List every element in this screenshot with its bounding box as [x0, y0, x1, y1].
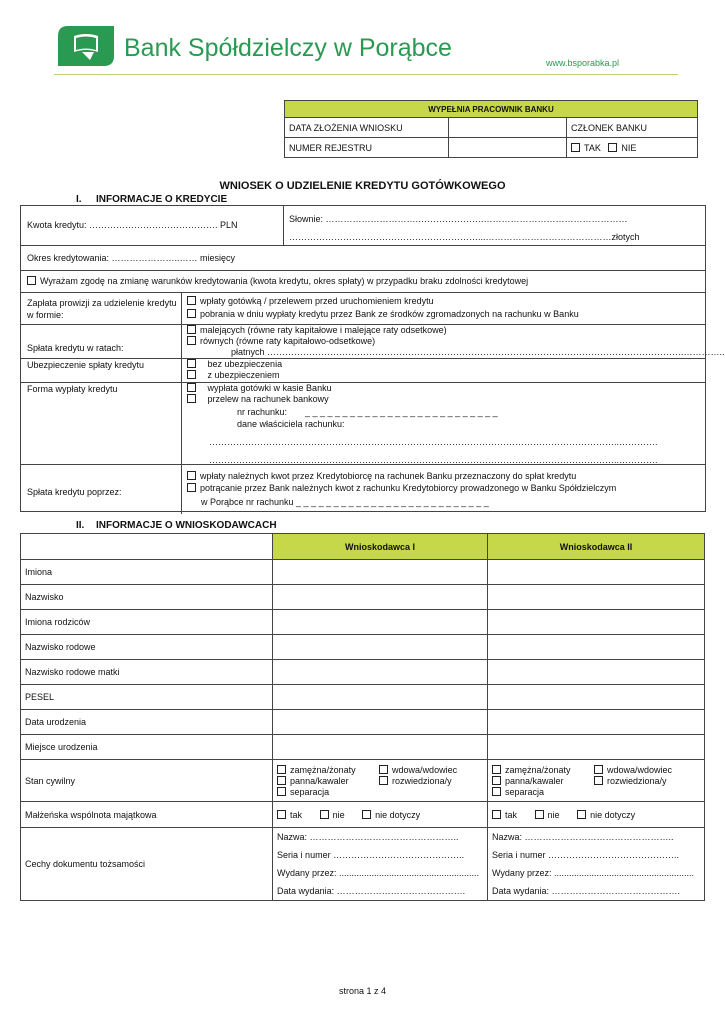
- row-label: Małżeńska wspólnota majątkowa: [21, 802, 273, 828]
- a2-single-checkbox[interactable]: [492, 776, 501, 785]
- table-row: [21, 710, 705, 735]
- inst-opt2-checkbox[interactable]: [187, 336, 196, 345]
- amount-row: [21, 206, 705, 245]
- bank-logo-icon: [54, 22, 118, 70]
- a1-id-issuer-field[interactable]: Wydany przez: ........................................................: [277, 868, 480, 878]
- a1-joint-na-checkbox[interactable]: [362, 810, 371, 819]
- a2-joint-yes-label: tak: [505, 809, 518, 820]
- table-row: [21, 685, 705, 710]
- member-no-checkbox[interactable]: [608, 143, 617, 152]
- ins-opt1-checkbox[interactable]: [187, 359, 196, 368]
- applicant2-header: Wnioskodawca II: [488, 534, 705, 560]
- a1-separated-checkbox[interactable]: [277, 787, 286, 796]
- commission-opt1-checkbox[interactable]: [187, 296, 196, 305]
- divider: [283, 206, 284, 245]
- header-divider: [54, 74, 678, 75]
- bank-employee-box: [284, 100, 698, 158]
- insurance-row: [21, 358, 705, 382]
- a1-married-label: zamężna/żonaty: [290, 764, 356, 775]
- section2-number: II.: [76, 520, 85, 531]
- table-row: [21, 760, 705, 802]
- applicant1-surname[interactable]: [273, 585, 488, 610]
- a1-separated-label: separacja: [290, 786, 330, 797]
- a2-joint-yes-checkbox[interactable]: [492, 810, 501, 819]
- insurance-label: Ubezpieczenie spłaty kredytu: [27, 360, 145, 370]
- account-number-field[interactable]: _ _ _ _ _ _ _ _ _ _ _ _ _ _ _ _ _ _ _ _ _ _ _ _ _ _: [305, 407, 498, 417]
- section1-number: I.: [76, 194, 82, 205]
- a1-joint-na-label: nie dotyczy: [375, 809, 421, 820]
- a1-single-checkbox[interactable]: [277, 776, 286, 785]
- applicant2-civil-status: [488, 760, 705, 802]
- ins-opt1-label: bez ubezpieczenia: [207, 359, 283, 369]
- ins-opt2-label: z ubezpieczeniem: [207, 370, 280, 380]
- a1-id-series-field[interactable]: Seria i numer ……………………………………..: [277, 850, 465, 860]
- section2-title: INFORMACJE O WNIOSKODAWCACH: [96, 520, 277, 531]
- inst-opt1-label: malejących (równe raty kapitałowe i malejące raty odsetkowe): [200, 325, 447, 335]
- a1-widowed-label: wdowa/wdowiec: [392, 764, 458, 775]
- row-label: Nazwisko: [21, 585, 273, 610]
- applicant2-first-names[interactable]: [488, 560, 705, 585]
- table-row: [21, 828, 705, 901]
- repayment-row: [21, 464, 705, 513]
- applicant1-header: Wnioskodawca I: [273, 534, 488, 560]
- form-title: WNIOSEK O UDZIELENIE KREDYTU GOTÓWKOWEGO: [219, 180, 506, 192]
- applicant2-family-name[interactable]: [488, 635, 705, 660]
- applicant1-first-names[interactable]: [273, 560, 488, 585]
- repay-account-field[interactable]: w Porąbce nr rachunku _ _ _ _ _ _ _ _ _ _ _ _ _ _ _ _ _ _ _ _ _ _ _ _ _ _: [201, 497, 489, 507]
- employee-box-title: WYPEŁNIA PRACOWNIK BANKU: [285, 101, 698, 118]
- row-label: Nazwisko rodowe: [21, 635, 273, 660]
- section2-heading: [76, 520, 277, 531]
- table-row: [21, 635, 705, 660]
- applicant1-mother-name[interactable]: [273, 660, 488, 685]
- applicant1-birth-place[interactable]: [273, 735, 488, 760]
- member-no-label: NIE: [621, 142, 637, 153]
- ins-opt2-checkbox[interactable]: [187, 370, 196, 379]
- row-label: Imiona: [21, 560, 273, 585]
- applicant2-pesel[interactable]: [488, 685, 705, 710]
- row-label: PESEL: [21, 685, 273, 710]
- table-row: [21, 735, 705, 760]
- a2-separated-label: separacja: [505, 786, 545, 797]
- consent-checkbox[interactable]: [27, 276, 36, 285]
- commission-opt1-label: wpłaty gotówką / przelewem przed uruchomieniem kredytu: [200, 296, 434, 306]
- a2-divorced-checkbox[interactable]: [594, 776, 603, 785]
- period-row: [21, 245, 705, 270]
- row-label: Imiona rodziców: [21, 610, 273, 635]
- bank-name: Bank Spółdzielczy w Porąbce: [124, 34, 452, 62]
- date-label: DATA ZŁOŻENIA WNIOSKU: [285, 118, 449, 138]
- consent-label: Wyrażam zgodę na zmianę warunków kredytowania (kwota kredytu, okres spłaty) w przypadku braku zdolności kredytowej: [40, 276, 529, 286]
- a2-joint-na-label: nie dotyczy: [590, 809, 636, 820]
- pay-opt1-checkbox[interactable]: [187, 383, 196, 392]
- a2-widowed-checkbox[interactable]: [594, 765, 603, 774]
- account-owner-line1[interactable]: ………………………………………………………………………………………………………………………..………….: [209, 437, 658, 447]
- a1-id-date-field[interactable]: Data wydania: …………………………………….: [277, 886, 466, 896]
- applicant2-mother-name[interactable]: [488, 660, 705, 685]
- applicant2-surname[interactable]: [488, 585, 705, 610]
- bank-url[interactable]: www.bsporabka.pl: [546, 58, 620, 68]
- applicant2-id-document: [488, 828, 705, 901]
- commission-opt2-checkbox[interactable]: [187, 309, 196, 318]
- period-field[interactable]: Okres kredytowania: …………………..…… miesięcy: [27, 253, 236, 263]
- a2-divorced-label: rozwiedziona/y: [607, 775, 667, 786]
- a2-id-issuer-field[interactable]: Wydany przez: ........................................................: [492, 868, 694, 878]
- member-options: [567, 138, 698, 158]
- table-row: [21, 660, 705, 685]
- a2-widowed-label: wdowa/wdowiec: [607, 764, 673, 775]
- account-number-label: nr rachunku:: [237, 407, 288, 417]
- repay-opt2-checkbox[interactable]: [187, 483, 196, 492]
- a1-divorced-checkbox[interactable]: [379, 776, 388, 785]
- a2-joint-na-checkbox[interactable]: [577, 810, 586, 819]
- page-number: strona 1 z 4: [338, 986, 387, 996]
- table-row: [21, 585, 705, 610]
- installments-label: Spłata kredytu w ratach:: [27, 343, 124, 353]
- a2-joint-no-label: nie: [547, 809, 560, 820]
- applicant1-id-document: [273, 828, 488, 901]
- commission-row: [21, 292, 705, 324]
- row-label: Nazwisko rodowe matki: [21, 660, 273, 685]
- applicant1-parents[interactable]: [273, 610, 488, 635]
- row-label: Cechy dokumentu tożsamości: [21, 828, 273, 901]
- applicants-table: [20, 533, 705, 901]
- credit-info-box: [20, 205, 725, 512]
- inst-opt2-label: równych (równe raty kapitałowo-odsetkowe): [200, 336, 376, 346]
- commission-label: Zapłata prowizji za udzielenie kredytu w formie:: [27, 298, 177, 320]
- section1-heading: [76, 194, 227, 205]
- a2-married-checkbox[interactable]: [492, 765, 501, 774]
- header-empty-cell: [21, 534, 273, 560]
- applicant1-joint-property: [273, 802, 488, 828]
- commission-opt2-label: pobrania w dniu wypłaty kredytu przez Bank ze środków zgromadzonych na rachunku w Banku: [200, 309, 579, 319]
- a1-joint-yes-checkbox[interactable]: [277, 810, 286, 819]
- repay-opt1-checkbox[interactable]: [187, 471, 196, 480]
- repay-label: Spłata kredytu poprzez:: [27, 487, 122, 497]
- row-label: Miejsce urodzenia: [21, 735, 273, 760]
- repay-opt2-label: potrącanie przez Bank należnych kwot z rachunku Kredytobiorcy prowadzonego w Banku Spółdzielczym: [200, 483, 617, 493]
- repay-opt1-label: wpłaty należnych kwot przez Kredytobiorcę na rachunek Banku przeznaczony do spłat kredytu: [200, 471, 577, 481]
- installments-row: [21, 324, 725, 358]
- member-label: CZŁONEK BANKU: [567, 118, 698, 138]
- applicant1-family-name[interactable]: [273, 635, 488, 660]
- divider: [181, 465, 182, 514]
- inst-paid-field[interactable]: płatnych ………………………………………………………………………………………………………………………….…………..: [231, 347, 725, 357]
- applicant2-birth-place[interactable]: [488, 735, 705, 760]
- amount-words-line[interactable]: ………………………………………………………...……………………………………złotych: [289, 232, 640, 242]
- applicant2-parents[interactable]: [488, 610, 705, 635]
- account-owner-line2[interactable]: ………………………………………………………………………………………………………………………..………….: [209, 455, 658, 465]
- row-label: Stan cywilny: [21, 760, 273, 802]
- a2-separated-checkbox[interactable]: [492, 787, 501, 796]
- pay-opt2-checkbox[interactable]: [187, 394, 196, 403]
- register-field[interactable]: [449, 138, 567, 158]
- member-yes-label: TAK: [584, 142, 601, 153]
- a1-married-checkbox[interactable]: [277, 765, 286, 774]
- member-yes-checkbox[interactable]: [571, 143, 580, 152]
- a2-joint-no-checkbox[interactable]: [535, 810, 544, 819]
- inst-opt1-checkbox[interactable]: [187, 325, 196, 334]
- a1-divorced-label: rozwiedziona/y: [392, 775, 452, 786]
- pay-opt2-label: przelew na rachunek bankowy: [207, 394, 329, 404]
- table-row: [21, 802, 705, 828]
- amount-field[interactable]: Kwota kredytu: ……………………………………. PLN: [27, 220, 238, 230]
- date-field[interactable]: [449, 118, 567, 138]
- a2-id-name-field[interactable]: Nazwa: …………………………………………..: [492, 832, 674, 842]
- a2-id-date-field[interactable]: Data wydania: …………………………………….: [492, 886, 681, 896]
- a1-single-label: panna/kawaler: [290, 775, 349, 786]
- applicant2-birth-date[interactable]: [488, 710, 705, 735]
- a1-joint-no-label: nie: [332, 809, 345, 820]
- pay-opt1-label: wypłata gotówki w kasie Banku: [207, 383, 332, 393]
- applicant2-joint-property: [488, 802, 705, 828]
- a1-id-name-field[interactable]: Nazwa: …………………………………………..: [277, 832, 459, 842]
- section1-title: INFORMACJE O KREDYCIE: [96, 194, 228, 205]
- payout-row: [21, 382, 705, 464]
- consent-row: [21, 270, 705, 292]
- a2-married-label: zamężna/żonaty: [505, 764, 571, 775]
- register-label: NUMER REJESTRU: [285, 138, 449, 158]
- applicant1-civil-status: [273, 760, 488, 802]
- table-row: [21, 560, 705, 585]
- payout-label: Forma wypłaty kredytu: [27, 384, 118, 394]
- row-label: Data urodzenia: [21, 710, 273, 735]
- applicant1-pesel[interactable]: [273, 685, 488, 710]
- table-row: [21, 610, 705, 635]
- a1-joint-yes-label: tak: [290, 809, 303, 820]
- a2-single-label: panna/kawaler: [505, 775, 564, 786]
- a1-joint-no-checkbox[interactable]: [320, 810, 329, 819]
- amount-words-field[interactable]: Słownie: ………………………….………………….…………………………………………: [289, 214, 628, 224]
- applicant1-birth-date[interactable]: [273, 710, 488, 735]
- account-owner-label: dane właściciela rachunku:: [237, 419, 345, 429]
- a1-widowed-checkbox[interactable]: [379, 765, 388, 774]
- a2-id-series-field[interactable]: Seria i numer ……………………………………..: [492, 850, 680, 860]
